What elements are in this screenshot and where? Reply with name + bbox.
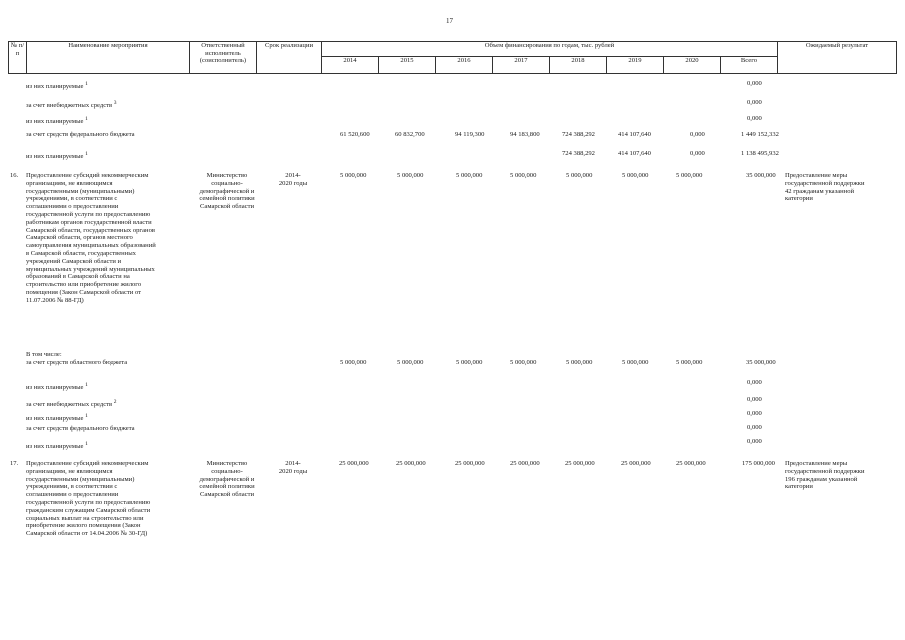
- item-number: 16.: [10, 172, 19, 179]
- row-value: 25 000,000: [621, 460, 651, 467]
- row-value: 724 388,292: [562, 150, 595, 157]
- item-number: 17.: [10, 460, 19, 467]
- row-value: 25 000,000: [339, 460, 369, 467]
- header-col-result: Ожидаемый результат: [778, 42, 897, 74]
- header-col-num: № п/п: [9, 42, 27, 74]
- header-col-financing: Объем финансирования по годам, тыс. рублей: [322, 42, 778, 57]
- row-total: 0,000: [747, 379, 762, 386]
- row-value: 25 000,000: [565, 460, 595, 467]
- row-label: за счет средств областного бюджета: [26, 359, 128, 366]
- row-label: за счет внебюджетных средств $^2$: [26, 399, 117, 409]
- item-description: Предоставление субсидий некоммерческим организациям, не являющимся государственными (муниципальными) учреждениями, в соответствии с соглашениями о предоставлении государственной услуги по предоставлению гражданским служащим Самарской области социальных выплат на строительство или приобретение жилого помещения (Закон Самарской области от 14.04.2006 № 30-ГД): [26, 460, 151, 538]
- header-year: 2014: [322, 57, 379, 74]
- row-value: 5 000,000: [622, 172, 649, 179]
- row-value: 5 000,000: [676, 172, 703, 179]
- row-total: 1 449 152,332: [741, 131, 779, 138]
- row-label: за счет внебюджетных средств $^3$: [26, 100, 117, 110]
- row-value: 5 000,000: [676, 359, 703, 366]
- row-value: 5 000,000: [340, 172, 367, 179]
- item-result: Предоставление меры государственной поддержки 42 гражданам указанной категории: [785, 172, 865, 203]
- row-value: 5 000,000: [510, 359, 537, 366]
- row-value: 5 000,000: [566, 359, 593, 366]
- row-label: за счет средств федерального бюджета: [26, 425, 135, 432]
- row-value: 25 000,000: [455, 460, 485, 467]
- header-year-total: Всего: [721, 57, 778, 74]
- item-result: Предоставление меры государственной поддержки 196 гражданам указанной категории: [785, 460, 865, 491]
- row-value: 61 520,600: [340, 131, 370, 138]
- row-value: 25 000,000: [510, 460, 540, 467]
- item-responsible: Министерство социально- демографической и семейной политики Самарской области: [199, 460, 255, 499]
- row-label: за счет средств федерального бюджета: [26, 131, 135, 138]
- item-responsible: Министерство социально- демографической и семейной политики Самарской области: [199, 172, 255, 211]
- row-value: 0,000: [690, 150, 705, 157]
- item-description: Предоставление субсидий некоммерческим организациям, не являющимся государственными (муниципальными) учреждениями, в соответствии с соглашениями о предоставлении государственной услуги по предоставлению работникам органов государственной власти Самарской области, государственных органов Самарской области, органов местного самоуправления муниципальных образований в Самарской области, государственных учреждений Самарской области и муниципальных учреждений муниципальных образований в Самарской области на строительство или приобретение жилого помещения (Закон Самарской области от 11.07.2006 № 88-ГД): [26, 172, 156, 304]
- header-year: 2019: [607, 57, 664, 74]
- item-term: 2014- 2020 годы: [278, 172, 308, 187]
- row-total: 35 000,000: [746, 359, 776, 366]
- row-total: 1 138 495,932: [741, 150, 779, 157]
- header-col-term: Срок реализации: [257, 42, 322, 74]
- row-value: 5 000,000: [566, 172, 593, 179]
- row-value: 94 183,800: [510, 131, 540, 138]
- row-value: 414 107,640: [618, 131, 651, 138]
- item-term: 2014- 2020 годы: [278, 460, 308, 475]
- row-value: 5 000,000: [340, 359, 367, 366]
- row-label: из них планируемые $^1$: [26, 116, 88, 126]
- header-year: 2016: [436, 57, 493, 74]
- row-total: 0,000: [747, 410, 762, 417]
- row-total: 35 000,000: [746, 172, 776, 179]
- row-value: 724 388,292: [562, 131, 595, 138]
- header-col-responsible: Ответственный исполнитель (соисполнитель): [190, 42, 257, 74]
- row-value: 5 000,000: [456, 359, 483, 366]
- row-label: из них планируемые $^1$: [26, 441, 88, 451]
- row-value: 5 000,000: [510, 172, 537, 179]
- row-label: из них планируемые $^1$: [26, 382, 88, 392]
- row-value: 60 832,700: [395, 131, 425, 138]
- row-label: из них планируемые $^1$: [26, 151, 88, 161]
- row-total: 175 000,000: [742, 460, 775, 467]
- row-label: из них планируемые $^1$: [26, 81, 88, 91]
- row-value: 5 000,000: [397, 359, 424, 366]
- row-value: 25 000,000: [396, 460, 426, 467]
- header-year: 2015: [379, 57, 436, 74]
- header-year: 2017: [493, 57, 550, 74]
- row-value: 5 000,000: [397, 172, 424, 179]
- row-total: 0,000: [747, 80, 762, 87]
- row-total: 0,000: [747, 424, 762, 431]
- row-total: 0,000: [747, 396, 762, 403]
- row-value: 414 107,640: [618, 150, 651, 157]
- row-label: из них планируемые $^1$: [26, 413, 88, 423]
- in-total-label: В том числе:: [26, 351, 62, 358]
- row-total: 0,000: [747, 115, 762, 122]
- page-number: 17: [446, 17, 453, 25]
- financing-table-header: [8, 41, 897, 74]
- row-total: 0,000: [747, 438, 762, 445]
- row-value: 94 119,300: [455, 131, 485, 138]
- header-col-name: Наименование мероприятия: [27, 42, 190, 74]
- header-year: 2018: [550, 57, 607, 74]
- row-total: 0,000: [747, 99, 762, 106]
- row-value: 0,000: [690, 131, 705, 138]
- row-value: 25 000,000: [676, 460, 706, 467]
- row-value: 5 000,000: [456, 172, 483, 179]
- row-value: 5 000,000: [622, 359, 649, 366]
- header-year: 2020: [664, 57, 721, 74]
